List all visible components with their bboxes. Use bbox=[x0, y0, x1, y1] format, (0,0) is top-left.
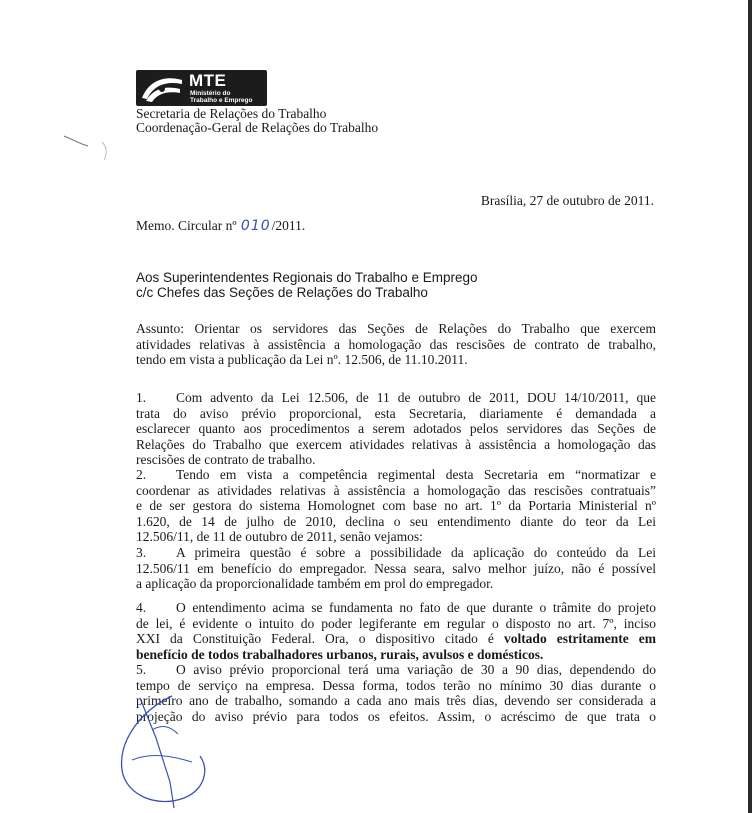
paragraph-text: Com advento da Lei 12.506, de 11 de outubro de 2011, DOU 14/10/2011, que bbox=[176, 390, 656, 405]
paragraph-line bbox=[136, 631, 656, 647]
paragraph-line bbox=[136, 390, 656, 406]
paragraph-3 bbox=[136, 545, 656, 592]
subject bbox=[136, 321, 656, 368]
paragraph-line bbox=[136, 467, 656, 483]
scan-edge bbox=[748, 0, 752, 813]
scan-smudge bbox=[62, 132, 122, 177]
paragraph-line: esclarecer quanto aos procedimentos a serem adotados pelos servidores das Seções de bbox=[136, 421, 656, 436]
memo-number: 010 bbox=[240, 218, 271, 234]
document-date: Brasília, 27 de outubro de 2011. bbox=[480, 193, 654, 208]
subject-line: atividades relativas à assistência a homologação das rescisões de contrato de trabalho, bbox=[136, 336, 656, 352]
org-line1: Secretaria de Relações do Trabalho bbox=[136, 106, 327, 121]
paragraph-line: e de ser gestora do sistema Homolognet com base no art. 1º da Portaria Ministerial nº bbox=[136, 498, 656, 513]
paragraph-text: O aviso prévio proporcional terá uma variação de 30 a 90 dias, dependendo do bbox=[176, 662, 656, 677]
paragraph-text: O entendimento acima se fundamenta no fato de que durante o trâmite do projeto bbox=[176, 600, 656, 615]
paragraph-1 bbox=[136, 390, 656, 468]
paragraph-number: 2. bbox=[136, 467, 147, 482]
memo-suffix: /2011. bbox=[271, 218, 306, 233]
paragraph-number: 5. bbox=[136, 662, 147, 677]
recipient-line2: c/c Chefes das Seções de Relações do Trabalho bbox=[136, 285, 428, 300]
logo-subtitle bbox=[190, 90, 253, 104]
emphasis-text: voltado estritamente em bbox=[503, 631, 657, 646]
paragraph-number: 4. bbox=[136, 600, 147, 615]
paragraph-line bbox=[136, 662, 656, 678]
org-header bbox=[136, 107, 378, 135]
paragraph-line: 1.620, de 14 de julho de 2010, declina o seu entendimento diante do teor da Lei bbox=[136, 513, 656, 529]
paragraph-line bbox=[136, 600, 656, 616]
logo-title: MTE bbox=[189, 71, 227, 90]
recipient-line1: Aos Superintendentes Regionais do Trabalho e Emprego bbox=[136, 270, 478, 285]
paragraph-line bbox=[136, 545, 656, 561]
mte-emblem-icon bbox=[138, 72, 186, 104]
paragraph-text: A primeira questão é sobre a possibilidade da aplicação do conteúdo da Lei bbox=[176, 545, 656, 560]
subject-line: tendo em vista a publicação da Lei nº. 12.506, de 11.10.2011. bbox=[136, 352, 468, 367]
paragraph-line: de lei, é evidente o intuito do poder legiferante em regular o disposto no art. 7º, inciso bbox=[136, 615, 656, 631]
org-line2: Coordenação-Geral de Relações do Trabalho bbox=[136, 120, 379, 135]
memo-reference bbox=[136, 218, 305, 234]
recipients bbox=[136, 270, 477, 300]
paragraph-text: Tendo em vista a competência regimental desta Secretaria em “normatizar e bbox=[176, 467, 656, 482]
paragraph-line: 12.506/11 em benefício do empregador. Nessa seara, salvo melhor juízo, não é possível bbox=[136, 560, 656, 576]
paragraph-line: projeção do aviso prévio para todos os efeitos. Assim, o acréscimo de que trata o bbox=[136, 708, 656, 724]
paragraph-line: rescisões de contrato de trabalho. bbox=[136, 452, 316, 467]
paragraph-line: tempo de serviço na empresa. Dessa forma, todos terão no mínimo 30 dias durante o bbox=[136, 677, 656, 693]
mte-logo bbox=[136, 70, 267, 106]
paragraph-number: 1. bbox=[136, 390, 147, 405]
paragraph-line: a aplicação da proporcionalidade também em prol do empregador. bbox=[136, 576, 494, 591]
paragraph-line: primeiro ano de trabalho, somando a cada ano mais três dias, devendo ser considerada a bbox=[136, 693, 656, 708]
paragraph-line: trata do aviso prévio proporcional, esta Secretaria, diariamente é demandada a bbox=[136, 405, 656, 421]
paragraph-line: Relações do Trabalho que exercem atividades relativas à assistência a homologação das bbox=[136, 436, 656, 452]
paragraph-line: coordenar as atividades relativas à assistência a homologação das rescisões contratuais” bbox=[136, 482, 656, 498]
memo-prefix: Memo. Circular nº bbox=[136, 218, 237, 233]
emphasis-line: benefício de todos trabalhadores urbanos, rurais, avulsos e domésticos. bbox=[136, 646, 544, 662]
handwritten-signature bbox=[112, 690, 222, 813]
paragraph-text: XXI da Constituição Federal. Ora, o dispositivo citado é bbox=[136, 631, 494, 646]
subject-line: Assunto: Orientar os servidores das Seções de Relações do Trabalho que exercem bbox=[136, 321, 656, 336]
logo-subtitle-line2: Trabalho e Emprego bbox=[190, 97, 253, 104]
paragraph-4 bbox=[136, 600, 656, 662]
paragraph-number: 3. bbox=[136, 545, 147, 560]
paragraph-line: 12.506/11, de 11 de outubro de 2011, senão vejamos: bbox=[136, 529, 423, 544]
logo-subtitle-line1: Ministério do bbox=[190, 90, 231, 97]
paragraph-2 bbox=[136, 467, 656, 545]
